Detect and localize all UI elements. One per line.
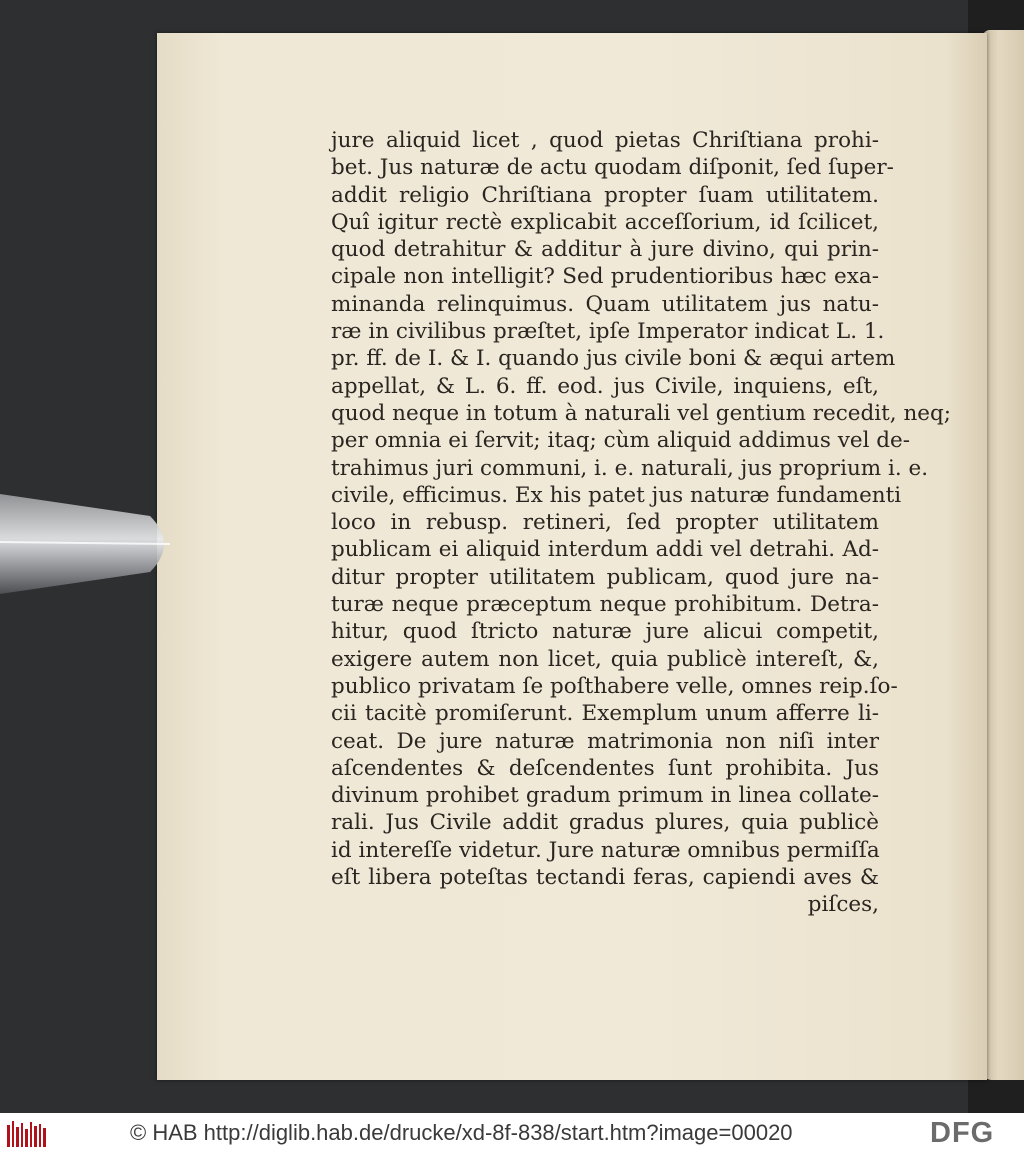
- text-line: quod neque in totum à naturali vel gentium recedit, neq;: [331, 400, 952, 426]
- text-line: minanda relinquimus. Quam utilitatem jus natu-: [331, 291, 879, 317]
- text-line: cipale non intelligit? Sed prudentioribus hæc exa-: [331, 264, 879, 290]
- text-line: pr. ff. de I. & I. quando jus civile boni & æqui artem: [331, 346, 896, 372]
- hab-logo-icon: [6, 1119, 48, 1149]
- text-line: rali. Jus Civile addit gradus plures, quia publicè: [331, 810, 879, 836]
- text-line: ræ in civilibus præſtet, ipſe Imperator indicat L. 1.: [331, 319, 885, 345]
- body-text: [331, 127, 952, 919]
- text-line: hitur, quod ſtricto naturæ jure alicui competit,: [331, 619, 879, 645]
- text-line: id intereſſe videtur. Jure naturæ omnibus permiſſa: [331, 837, 880, 863]
- page-clamp-icon: [0, 488, 180, 600]
- text-line: loco in rebusp. retineri, ſed propter utilitatem: [331, 510, 879, 536]
- text-line: per omnia ei ſervit; itaq; cùm aliquid addimus vel de-: [331, 428, 911, 454]
- dfg-logo: DFG: [930, 1117, 995, 1149]
- text-line: appellat, & L. 6. ff. eod. jus Civile, inquiens, eſt,: [331, 373, 879, 399]
- text-line: publico privatam ſe poſthabere velle, omnes reip.ſo-: [331, 673, 898, 699]
- text-line: cii tacitè promiſerunt. Exemplum unum afferre li-: [331, 701, 879, 727]
- next-page-edge: [982, 30, 1024, 1080]
- text-line: trahimus juri communi, i. e. naturali, jus proprium i. e.: [331, 455, 929, 481]
- text-line: publicam ei aliquid interdum addi vel detrahi. Ad-: [331, 537, 879, 563]
- text-line: civile, efficimus. Ex his patet jus naturæ fundamenti: [331, 482, 902, 508]
- text-line: bet. Jus naturæ de actu quodam diſponit, ſed ſuper-: [331, 155, 894, 181]
- copyright-link[interactable]: © HAB http://diglib.hab.de/drucke/xd-8f-838/start.htm?image=00020: [130, 1120, 793, 1145]
- footer-bar: [0, 1113, 1024, 1154]
- text-line: aſcendentes & deſcendentes ſunt prohibita. Jus: [331, 755, 879, 781]
- text-line: jure aliquid licet , quod pietas Chriſtiana prohi-: [331, 128, 879, 153]
- text-line: Quî igitur rectè explicabit acceſſorium, id ſcilicet,: [331, 209, 879, 235]
- text-line: exigere autem non licet, quia publicè intereſt, &,: [331, 646, 879, 672]
- text-line: turæ neque præceptum neque prohibitum. Detra-: [331, 592, 879, 618]
- text-line: addit religio Chriſtiana propter ſuam utilitatem.: [331, 182, 879, 208]
- text-line: eſt libera poteſtas tectandi feras, capiendi aves &: [331, 865, 879, 891]
- catchword: piſces,: [807, 892, 879, 918]
- text-line: ditur propter utilitatem publicam, quod jure na-: [331, 564, 879, 590]
- text-line: quod detrahitur & additur à jure divino, qui prin-: [331, 237, 879, 263]
- text-line: ceat. De jure naturæ matrimonia non niſi inter: [331, 728, 879, 754]
- text-line: divinum prohibet gradum primum in linea collate-: [331, 783, 879, 809]
